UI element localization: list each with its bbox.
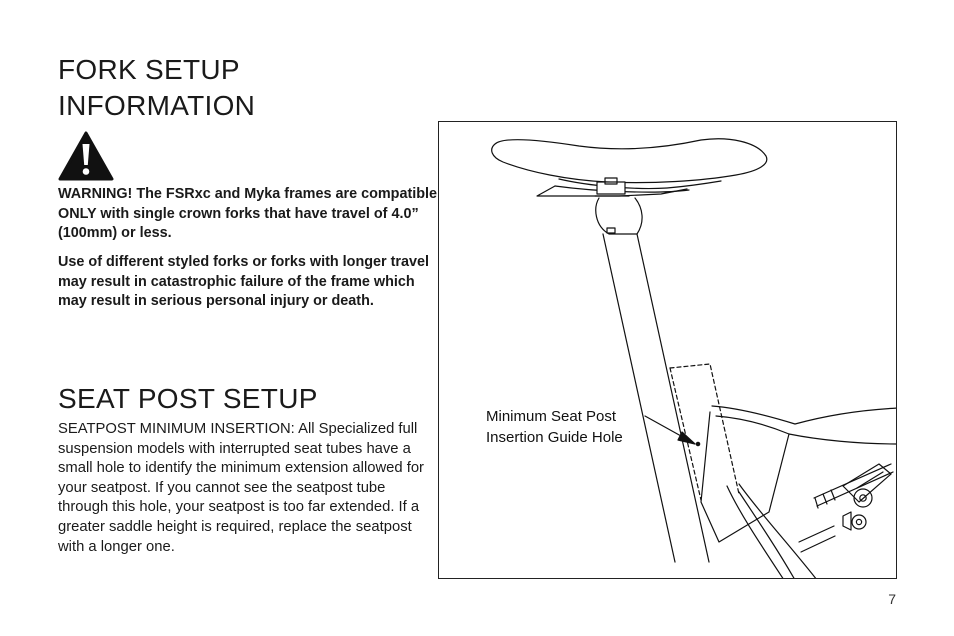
insertion-guide-hole-callout — [486, 406, 623, 448]
seat-post-figure — [438, 121, 897, 579]
callout-line2: Insertion Guide Hole — [486, 429, 623, 446]
seat-post-body: All Specialized full suspension models with interrupted seat tubes have a small hole to identify the minimum extension allowed for your seatpost. If you cannot see the seatpost tube through this hole, your seatpost is too far extended. If a greater saddle height is required, replace the seatpost with a longer one. — [58, 421, 424, 555]
seat-post-lead: SEATPOST MINIMUM INSERTION: — [58, 421, 295, 437]
fork-setup-title — [58, 52, 438, 124]
callout-line1: Minimum Seat Post — [486, 408, 617, 425]
fork-failure-warning-text: Use of different styled forks or forks with longer travel may result in catastrophic failure of the frame which may result in serious personal injury or death. — [58, 254, 430, 309]
fork-setup-title-line1: FORK SETUP — [58, 54, 240, 85]
seat-post-setup-title: SEAT POST SETUP — [58, 383, 318, 414]
fork-warning-text: WARNING! The FSRxc and Myka frames are compatible ONLY with single crown forks that have travel of 4.0” (100mm) or less. — [58, 186, 438, 241]
seat-post-instructions — [58, 420, 438, 557]
page-number: 7 — [888, 591, 896, 607]
warning-triangle-icon — [58, 131, 114, 181]
seat-post-illustration — [439, 122, 897, 579]
fork-setup-title-line2: INFORMATION — [58, 90, 256, 121]
